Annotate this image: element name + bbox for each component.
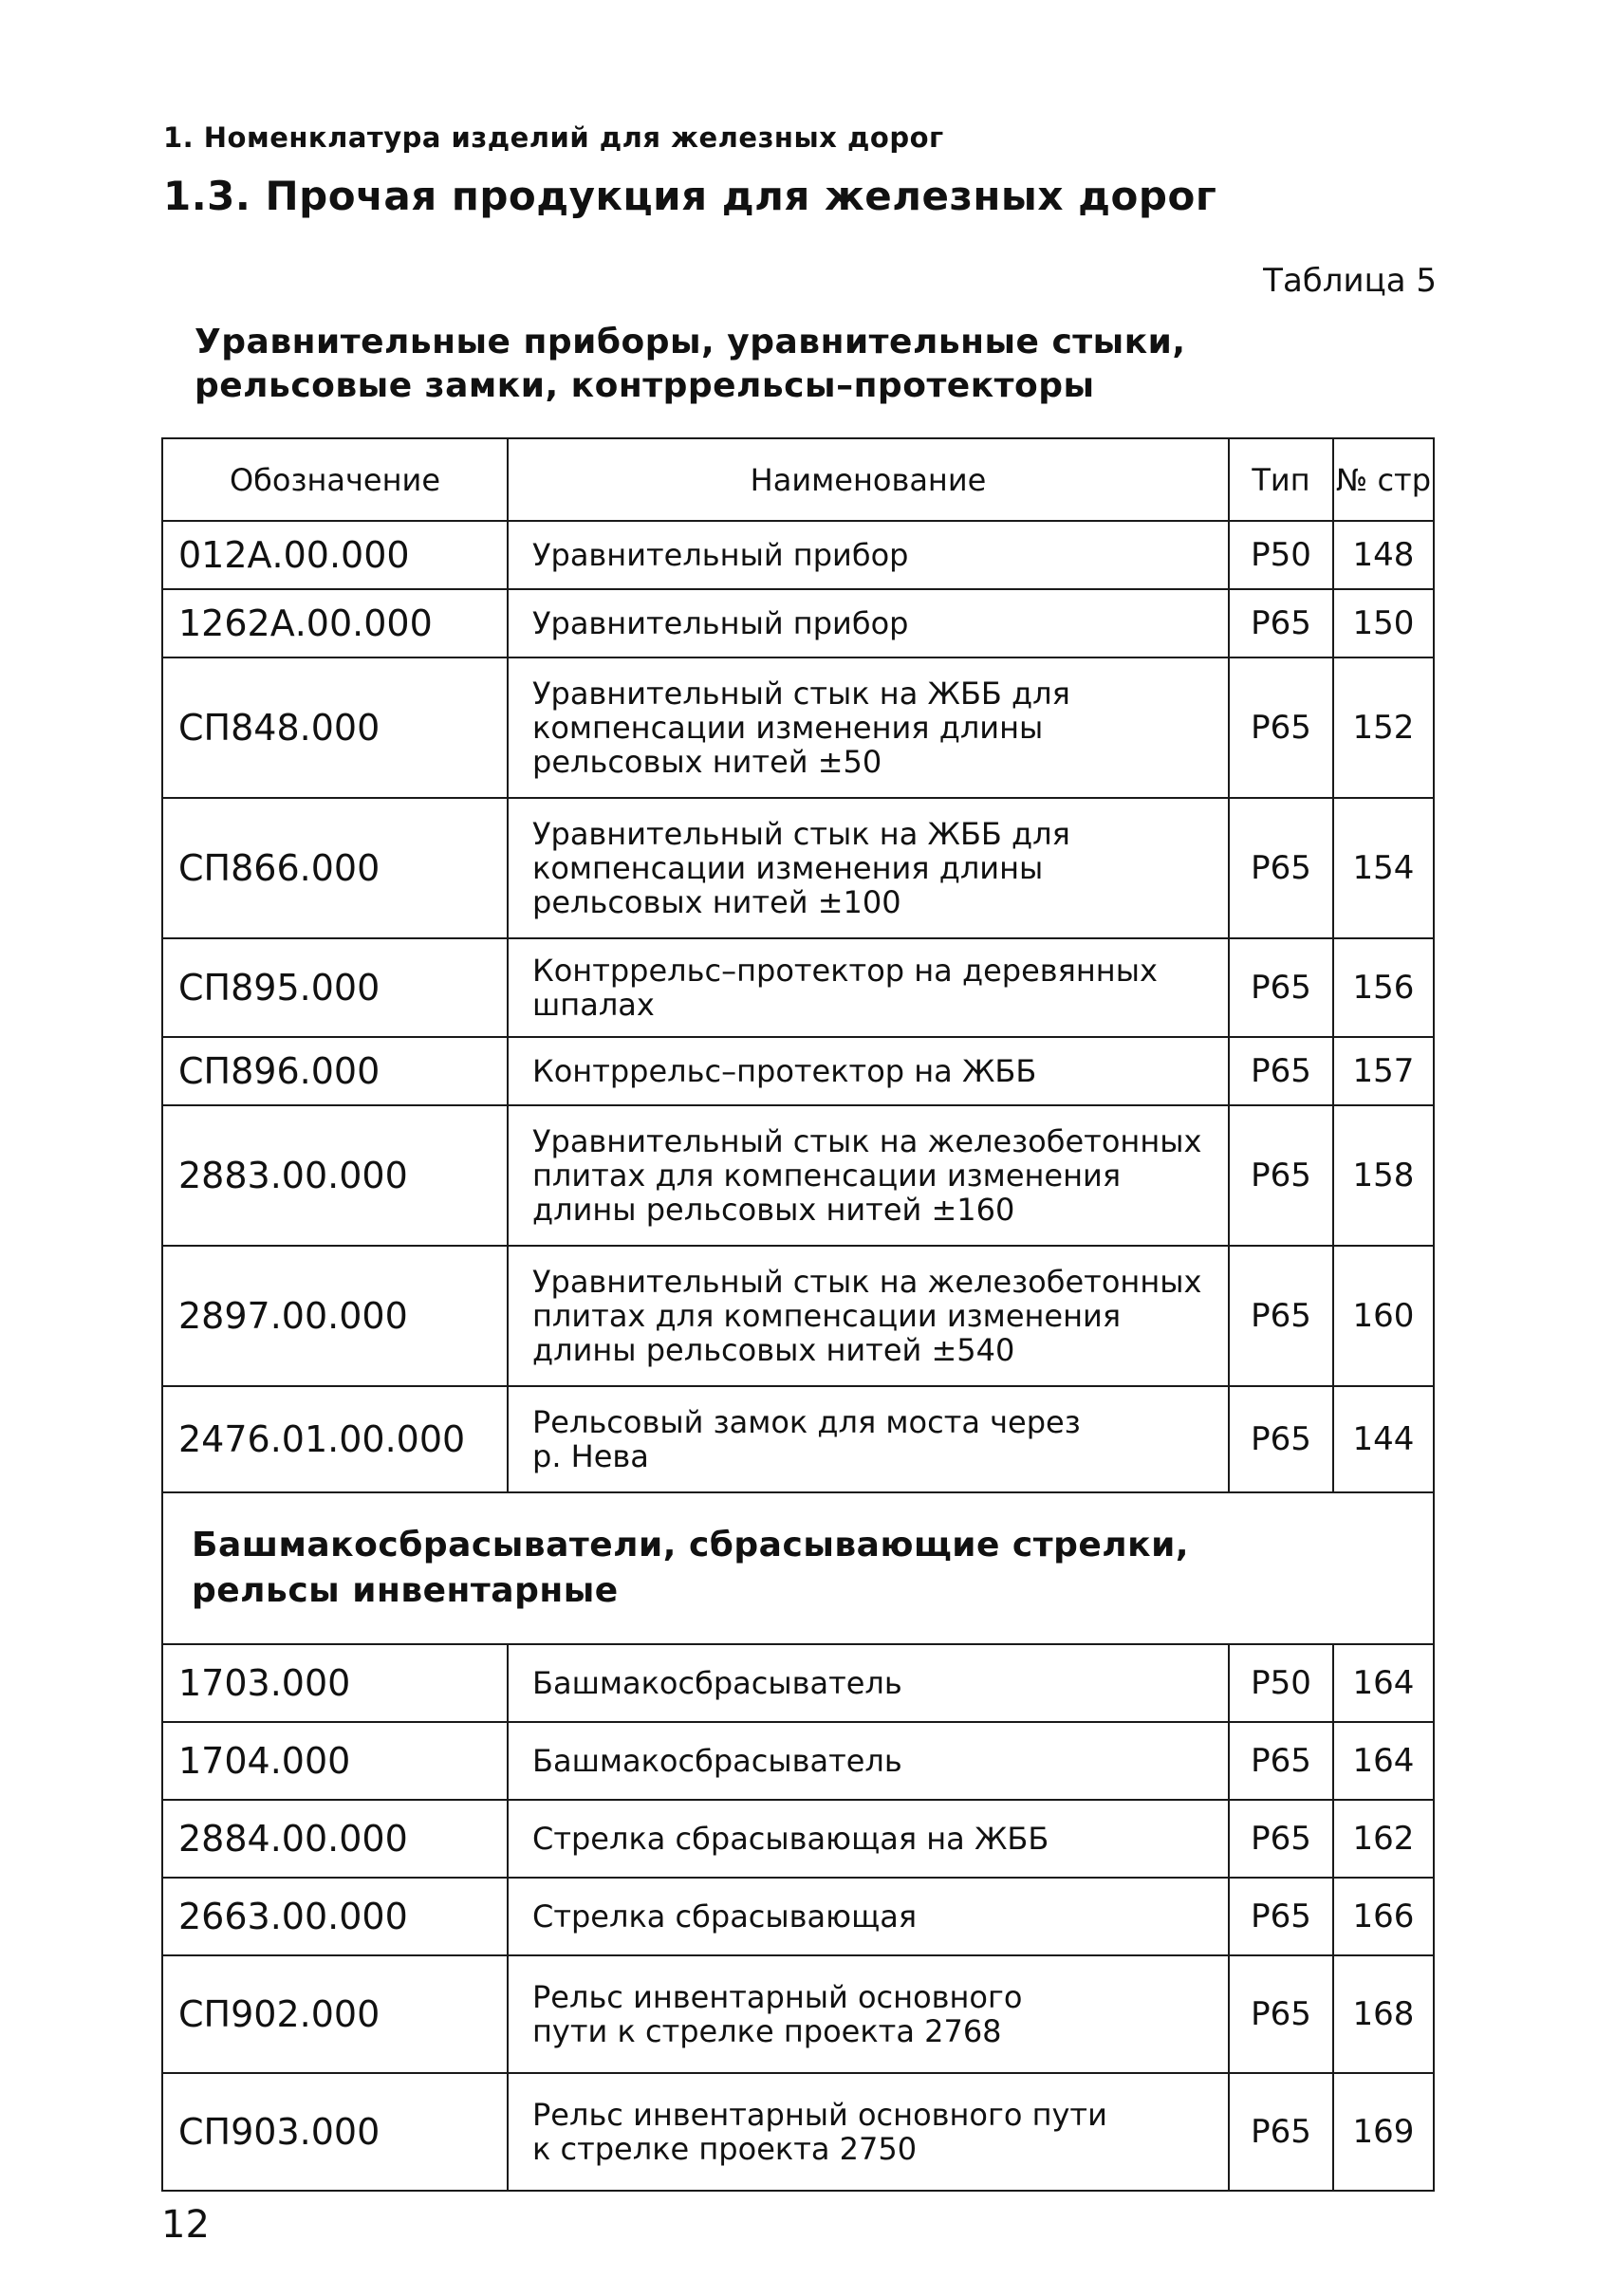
cell-code: СП903.000 — [162, 2073, 508, 2191]
table-row — [162, 1386, 1434, 1492]
cell-type: Р65 — [1229, 657, 1333, 798]
cell-code: 2663.00.000 — [162, 1878, 508, 1955]
table-row — [162, 1037, 1434, 1105]
cell-type: Р65 — [1229, 1878, 1333, 1955]
table-row — [162, 1955, 1434, 2073]
subsection-heading: Башмакосбрасыватели, сбрасывающие стрелки, рельсы инвентарные — [162, 1492, 1434, 1644]
cell-code: 012А.00.000 — [162, 521, 508, 589]
section-title: 1.3. Прочая продукция для железных дорог — [163, 173, 1217, 219]
cell-type: Р65 — [1229, 1386, 1333, 1492]
table-row — [162, 521, 1434, 589]
cell-name: Рельсовый замок для моста через р. Нева — [508, 1386, 1229, 1492]
cell-code: СП902.000 — [162, 1955, 508, 2073]
table-row — [162, 1800, 1434, 1878]
table-row — [162, 1246, 1434, 1386]
product-table — [161, 437, 1435, 2192]
table-row — [162, 798, 1434, 938]
cell-code: 2476.01.00.000 — [162, 1386, 508, 1492]
cell-type: Р65 — [1229, 1955, 1333, 2073]
cell-code: 2884.00.000 — [162, 1800, 508, 1878]
cell-page: 158 — [1333, 1105, 1434, 1246]
cell-name: Уравнительный стык на ЖББ для компенсации изменения длины рельсовых нитей ±50 — [508, 657, 1229, 798]
running-head: 1. Номенклатура изделий для железных дорог — [163, 121, 944, 154]
cell-name: Контррельс–протектор на деревянных шпалах — [508, 938, 1229, 1037]
cell-code: СП866.000 — [162, 798, 508, 938]
cell-page: 150 — [1333, 589, 1434, 657]
cell-name: Уравнительный стык на железобетонных плитах для компенсации изменения длины рельсовых нитей ±160 — [508, 1105, 1229, 1246]
cell-name: Уравнительный прибор — [508, 589, 1229, 657]
cell-type: Р65 — [1229, 1037, 1333, 1105]
cell-name: Уравнительный стык на железобетонных плитах для компенсации изменения длины рельсовых нитей ±540 — [508, 1246, 1229, 1386]
column-header-type: Тип — [1229, 438, 1333, 521]
cell-code: 1704.000 — [162, 1722, 508, 1800]
cell-name: Рельс инвентарный основного пути к стрелке проекта 2768 — [508, 1955, 1229, 2073]
cell-page: 169 — [1333, 2073, 1434, 2191]
cell-name: Уравнительный прибор — [508, 521, 1229, 589]
table-row — [162, 1105, 1434, 1246]
table-row — [162, 589, 1434, 657]
column-header-page: № стр — [1333, 438, 1434, 521]
table-label: Таблица 5 — [1263, 262, 1437, 300]
cell-type: Р65 — [1229, 1246, 1333, 1386]
table-row — [162, 1878, 1434, 1955]
cell-code: 2883.00.000 — [162, 1105, 508, 1246]
cell-page: 157 — [1333, 1037, 1434, 1105]
cell-page: 144 — [1333, 1386, 1434, 1492]
table-row — [162, 2073, 1434, 2191]
column-header-name: Наименование — [508, 438, 1229, 521]
cell-page: 154 — [1333, 798, 1434, 938]
cell-type: Р65 — [1229, 589, 1333, 657]
cell-code: СП896.000 — [162, 1037, 508, 1105]
cell-page: 160 — [1333, 1246, 1434, 1386]
column-header-designation: Обозначение — [162, 438, 508, 521]
cell-page: 156 — [1333, 938, 1434, 1037]
cell-type: Р65 — [1229, 938, 1333, 1037]
cell-name: Рельс инвентарный основного пути к стрелке проекта 2750 — [508, 2073, 1229, 2191]
cell-type: Р65 — [1229, 1800, 1333, 1878]
cell-name: Башмакосбрасыватель — [508, 1722, 1229, 1800]
cell-type: Р65 — [1229, 1105, 1333, 1246]
cell-name: Уравнительный стык на ЖББ для компенсации изменения длины рельсовых нитей ±100 — [508, 798, 1229, 938]
table-heading: Уравнительные приборы, уравнительные стыки, рельсовые замки, контррельсы–протекторы — [195, 323, 1186, 405]
subsection-row — [162, 1492, 1434, 1644]
cell-name: Контррельс–протектор на ЖББ — [508, 1037, 1229, 1105]
table-row — [162, 938, 1434, 1037]
table-row — [162, 1722, 1434, 1800]
table-row — [162, 1644, 1434, 1722]
cell-name: Стрелка сбрасывающая — [508, 1878, 1229, 1955]
cell-page: 162 — [1333, 1800, 1434, 1878]
cell-type: Р50 — [1229, 521, 1333, 589]
cell-type: Р65 — [1229, 1722, 1333, 1800]
cell-page: 164 — [1333, 1644, 1434, 1722]
cell-type: Р65 — [1229, 798, 1333, 938]
table-row — [162, 657, 1434, 798]
cell-name: Башмакосбрасыватель — [508, 1644, 1229, 1722]
cell-page: 168 — [1333, 1955, 1434, 2073]
cell-code: СП895.000 — [162, 938, 508, 1037]
page-number: 12 — [161, 2203, 210, 2247]
cell-page: 152 — [1333, 657, 1434, 798]
cell-type: Р65 — [1229, 2073, 1333, 2191]
cell-page: 166 — [1333, 1878, 1434, 1955]
cell-type: Р50 — [1229, 1644, 1333, 1722]
cell-name: Стрелка сбрасывающая на ЖББ — [508, 1800, 1229, 1878]
cell-code: 1262А.00.000 — [162, 589, 508, 657]
cell-code: 2897.00.000 — [162, 1246, 508, 1386]
cell-page: 164 — [1333, 1722, 1434, 1800]
header-row — [162, 438, 1434, 521]
cell-code: 1703.000 — [162, 1644, 508, 1722]
cell-code: СП848.000 — [162, 657, 508, 798]
cell-page: 148 — [1333, 521, 1434, 589]
